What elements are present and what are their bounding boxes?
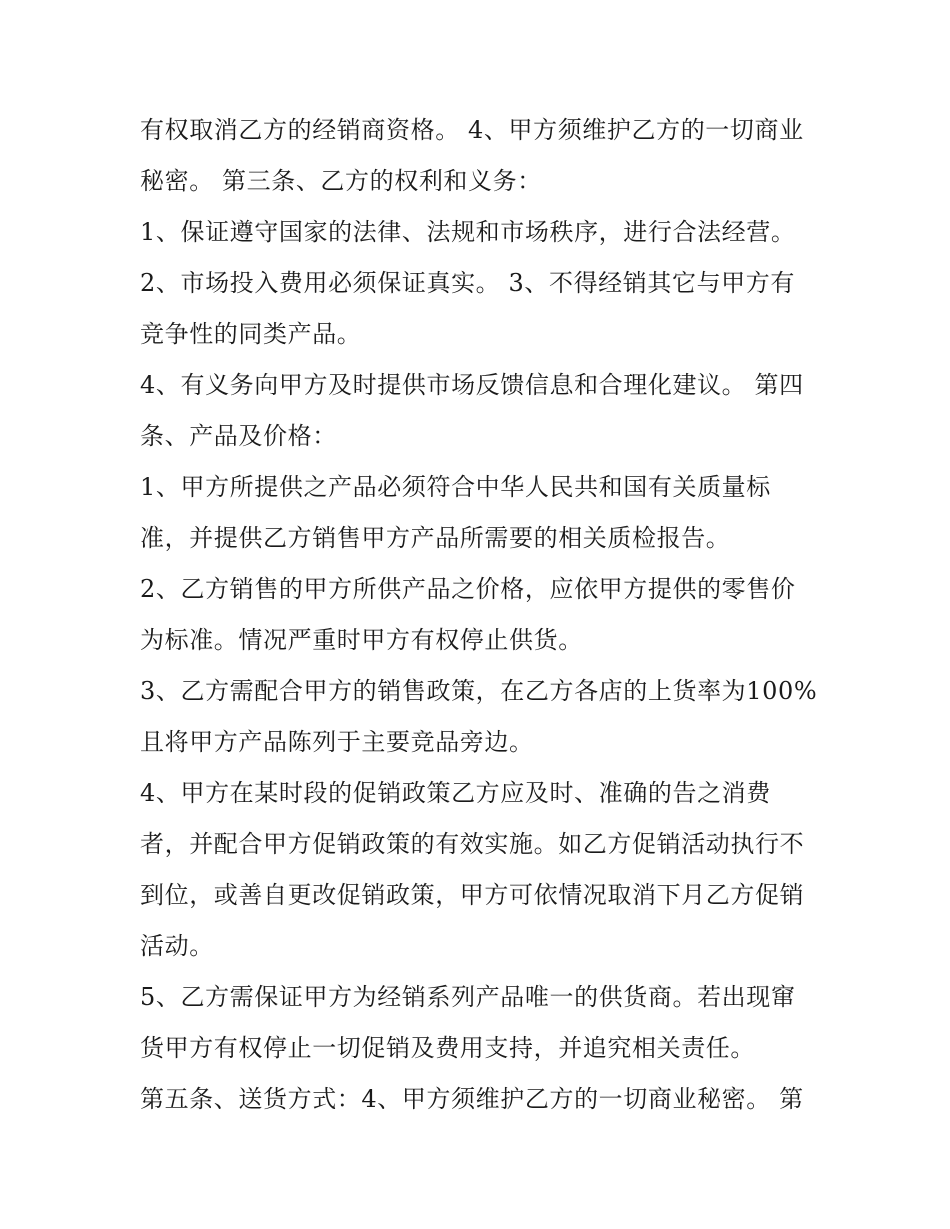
text-line: 条、产品及价格： [140,422,337,450]
text-line: 1、保证遵守国家的法律、法规和市场秩序，进行合法经营。 [140,218,796,246]
text-line: 5、乙方需保证甲方为经销系列产品唯一的供货商。若出现窜 [140,983,796,1011]
text-line: 货甲方有权停止一切促销及费用支持，并追究相关责任。 [140,1034,755,1062]
text-line: 活动。 [140,932,214,960]
text-line: 1、甲方所提供之产品必须符合中华人民共和国有关质量标 [140,473,771,501]
text-line: 者，并配合甲方促销政策的有效实施。如乙方促销活动执行不 [140,830,805,858]
text-line: 准，并提供乙方销售甲方产品所需要的相关质检报告。 [140,524,731,552]
text-line: 3、乙方需配合甲方的销售政策，在乙方各店的上货率为100% [140,677,818,705]
text-line: 为标准。情况严重时甲方有权停止供货。 [140,626,583,654]
text-line: 2、市场投入费用必须保证真实。 3、不得经销其它与甲方有 [140,269,795,297]
text-line: 秘密。 第三条、乙方的权利和义务： [140,167,542,195]
text-line: 有权取消乙方的经销商资格。 4、甲方须维护乙方的一切商业 [140,116,804,144]
text-line: 4、有义务向甲方及时提供市场反馈信息和合理化建议。 第四 [140,371,804,399]
text-line: 2、乙方销售的甲方所供产品之价格，应依甲方提供的零售价 [140,575,796,603]
text-line: 4、甲方在某时段的促销政策乙方应及时、准确的告之消费 [140,779,771,807]
text-line: 第五条、送货方式：4、甲方须维护乙方的一切商业秘密。 第 [140,1085,804,1113]
text-line: 竞争性的同类产品。 [140,320,362,348]
text-line: 到位，或善自更改促销政策，甲方可依情况取消下月乙方促销 [140,881,805,909]
text-line: 且将甲方产品陈列于主要竞品旁边。 [140,728,534,756]
